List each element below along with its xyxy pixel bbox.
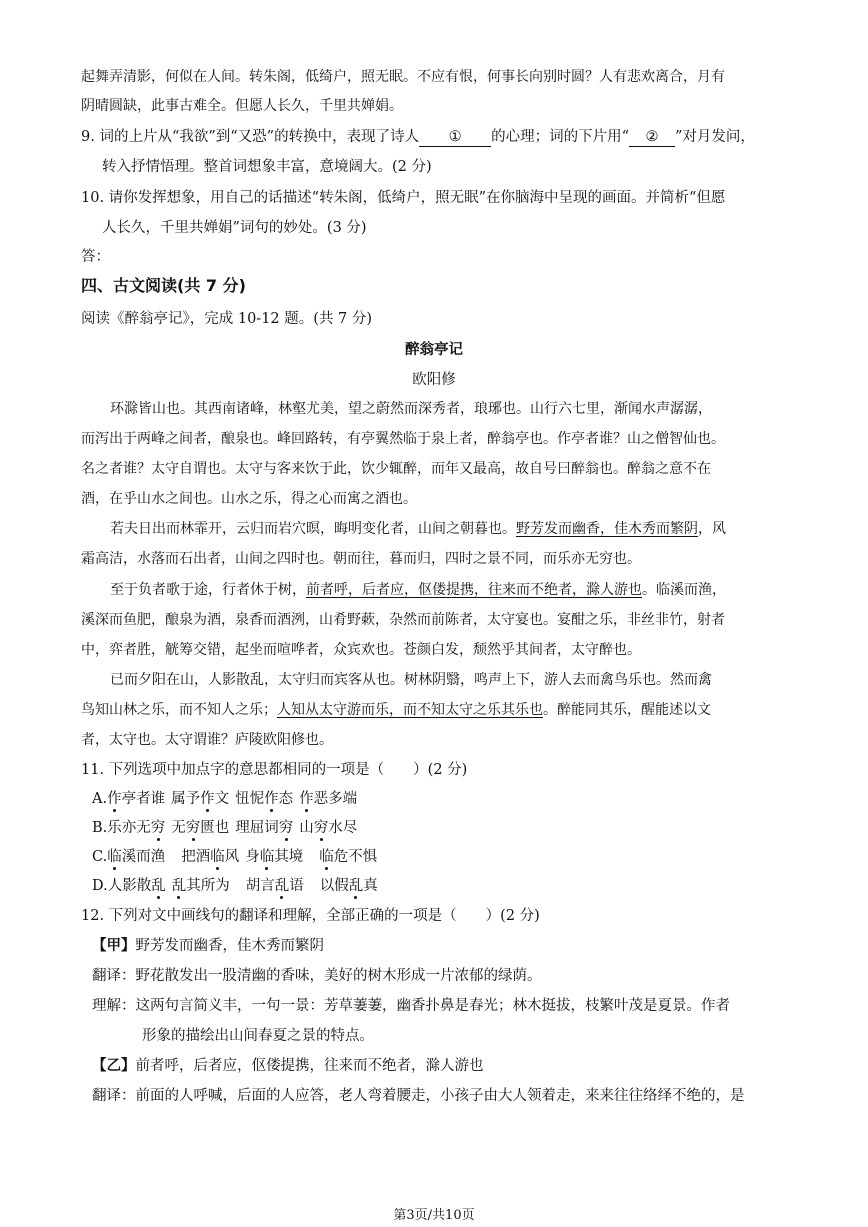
emphasis-char: 临 [107,849,122,865]
emphasis-char: 乱 [274,878,290,894]
emphasis-char: 作 [299,791,314,807]
q12-yi [92,1056,484,1076]
option-item: 以假乱真 [319,878,378,894]
essay-text: 至于负者歌于途，行者休于树， [110,582,306,598]
jia-label: 【甲】 [92,937,136,954]
emphasis-char: 作 [200,791,215,807]
essay-line [81,700,711,720]
option-item: 身临其境 [245,849,304,865]
q12-jia [92,936,324,956]
q9-text: ”对月发问， [675,129,755,145]
essay-line: 霜高洁，水落而石出者，山间之四时也。朝而往，暮而归，四时之景不同，而乐亦无穷也。 [81,551,641,567]
essay-text: 鸟知山林之乐，而不知人之乐； [81,702,277,718]
option-item: 临危不惧 [319,849,378,865]
essay-line: 已而夕阳在山，人影散乱，太守归而宾客从也。树林阴翳，鸣声上下，游人去而禽鸟乐也。然而禽 [110,672,712,688]
option-label: B. [92,820,108,836]
essay-title: 醉翁亭记 [405,342,463,358]
option-item: 临溪而渔 [107,849,166,865]
yi-text: 前者呼，后者应，伛偻提携，往来而不绝者，滁人游也 [135,1058,484,1074]
emphasis-char: 穷 [313,820,329,836]
emphasis-char: 临 [259,849,275,865]
option-item: 山穷水尽 [299,820,358,836]
option-label: C. [92,849,108,865]
section-intro: 阅读《醉翁亭记》，完成 10-12 题。(共 7 分) [81,311,373,327]
q9-text: 9. 词的上片从“我欲”到“又恐”的转换中，表现了诗人 [81,129,420,145]
poem-line: 起舞弄清影，何似在人间。转朱阁，低绮户，照无眠。不应有恨，何事长向别时圆？人有悲欢离合，月有 [81,69,725,85]
q9-text: 的心理；词的下片用“ [491,129,630,145]
option-item: 忸怩作态 [235,791,294,807]
essay-line: 者，太守也。太守谓谁？庐陵欧阳修也。 [81,732,333,748]
option-item: 作亭者谁 [107,791,166,807]
option-item: 无穷匮也 [171,820,230,836]
option-item: 胡言乱语 [245,878,304,894]
option-item: 理屈词穷 [235,820,294,836]
emphasis-char: 穷 [278,820,294,836]
essay-line: 中，弈者胜，觥筹交错，起坐而喧哗者，众宾欢也。苍颜白发，颓然乎其间者，太守醉也。 [81,642,641,658]
essay-line: 酒，在乎山水之间也。山水之乐，得之心而寓之酒也。 [81,491,417,507]
question-9 [81,127,755,147]
section-heading: 四、古文阅读(共 7 分) [81,276,246,295]
answer-label: 答： [81,249,110,265]
emphasis-char: 作 [264,791,279,807]
underlined-sentence-yi: 前者呼，后者应，伛偻提携，往来而不绝者，滁人游也 [306,582,642,598]
essay-line: 溪深而鱼肥，酿泉为酒，泉香而酒洌，山肴野蔌，杂然而前陈者，太守宴也。宴酣之乐，非丝非竹，射者 [81,612,725,628]
essay-text: 若夫日出而林霏开，云归而岩穴暝，晦明变化者，山间之朝暮也。 [110,521,516,537]
option-label: A. [92,791,108,807]
essay-author: 欧阳修 [412,372,456,388]
q9-line2: 转入抒情悟理。整首词想象丰富，意境阔大。(2 分) [102,159,432,175]
emphasis-char: 临 [319,849,334,865]
jia-text: 野芳发而幽香，佳木秀而繁阴 [135,938,324,954]
poem-line: 阴晴圆缺，此事古难全。但愿人长久，千里共婵娟。 [81,98,403,114]
essay-text: 。临溪而渔， [642,582,726,598]
option-item: 人影散乱 [107,878,166,894]
essay-text: ，风 [698,521,726,537]
option-label: D. [92,878,108,894]
essay-line: 而泻出于两峰之间者，酿泉也。峰回路转，有亭翼然临于泉上者，醉翁亭也。作亭者谁？山之僧智仙也。 [81,431,725,447]
emphasis-char: 穷 [185,820,201,836]
underlined-sentence-jia: 野芳发而幽香，佳木秀而繁阴 [516,521,698,537]
q11-option-a[interactable] [92,789,357,809]
option-item: 作恶多端 [299,791,358,807]
emphasis-char: 乱 [171,878,187,894]
q12-jia-understanding-2: 形象的描绘出山间春夏之景的特点。 [142,1028,374,1044]
emphasis-char: 作 [107,791,122,807]
essay-line: 名之者谁？太守自谓也。太守与客来饮于此，饮少辄醉，而年又最高，故自号曰醉翁也。醉翁之意不在 [81,461,711,477]
emphasis-char: 乱 [151,878,166,894]
q11-option-c[interactable] [92,847,377,867]
q12-jia-understanding: 理解：这两句言简义丰，一句一景：芳草萋萋，幽香扑鼻是春光；林木挺拔，枝繁叶茂是夏景。作者 [92,998,730,1014]
q12-yi-translation: 翻译：前面的人呼喊，后面的人应答，老人弯着腰走，小孩子由大人领着走，来来往往络绎不绝的，是 [92,1088,745,1104]
q11-option-d[interactable] [92,876,378,896]
yi-label: 【乙】 [92,1057,136,1074]
option-item: 属予作文 [171,791,230,807]
underlined-sentence-bing: 人知从太守游而乐，而不知太守之乐其乐也 [277,702,543,718]
option-item: 乱其所为 [171,878,230,894]
essay-line [110,580,726,600]
q9-blank-2[interactable]: ② [629,128,675,147]
option-item: 乐亦无穷 [107,820,166,836]
question-11: 11. 下列选项中加点字的意思都相同的一项是（ ）(2 分) [81,762,468,778]
emphasis-char: 乱 [348,878,364,894]
question-10: 10. 请你发挥想象，用自己的话描述“转朱阁，低绮户，照无眠”在你脑海中呈现的画面。并简析“但愿 [81,190,726,206]
essay-line [110,519,726,539]
q9-blank-1[interactable]: ① [419,128,491,147]
emphasis-char: 临 [210,849,225,865]
essay-line: 环滁皆山也。其西南诸峰，林壑尤美，望之蔚然而深秀者，琅琊也。山行六七里，渐闻水声潺潺， [110,401,712,417]
q11-option-b[interactable] [92,818,357,838]
emphasis-char: 穷 [150,820,166,836]
essay-text: 。醉能同其乐，醒能述以文 [543,702,711,718]
option-item: 把酒临风 [181,849,240,865]
q12-jia-translation: 翻译：野花散发出一股清幽的香味，美好的树木形成一片浓郁的绿荫。 [92,968,542,984]
page-number: 第3页/共10页 [393,1208,475,1223]
q10-line2: 人长久，千里共婵娟”词句的妙处。(3 分) [102,220,367,236]
question-12: 12. 下列对文中画线句的翻译和理解，全部正确的一项是（ ）(2 分) [81,908,540,924]
